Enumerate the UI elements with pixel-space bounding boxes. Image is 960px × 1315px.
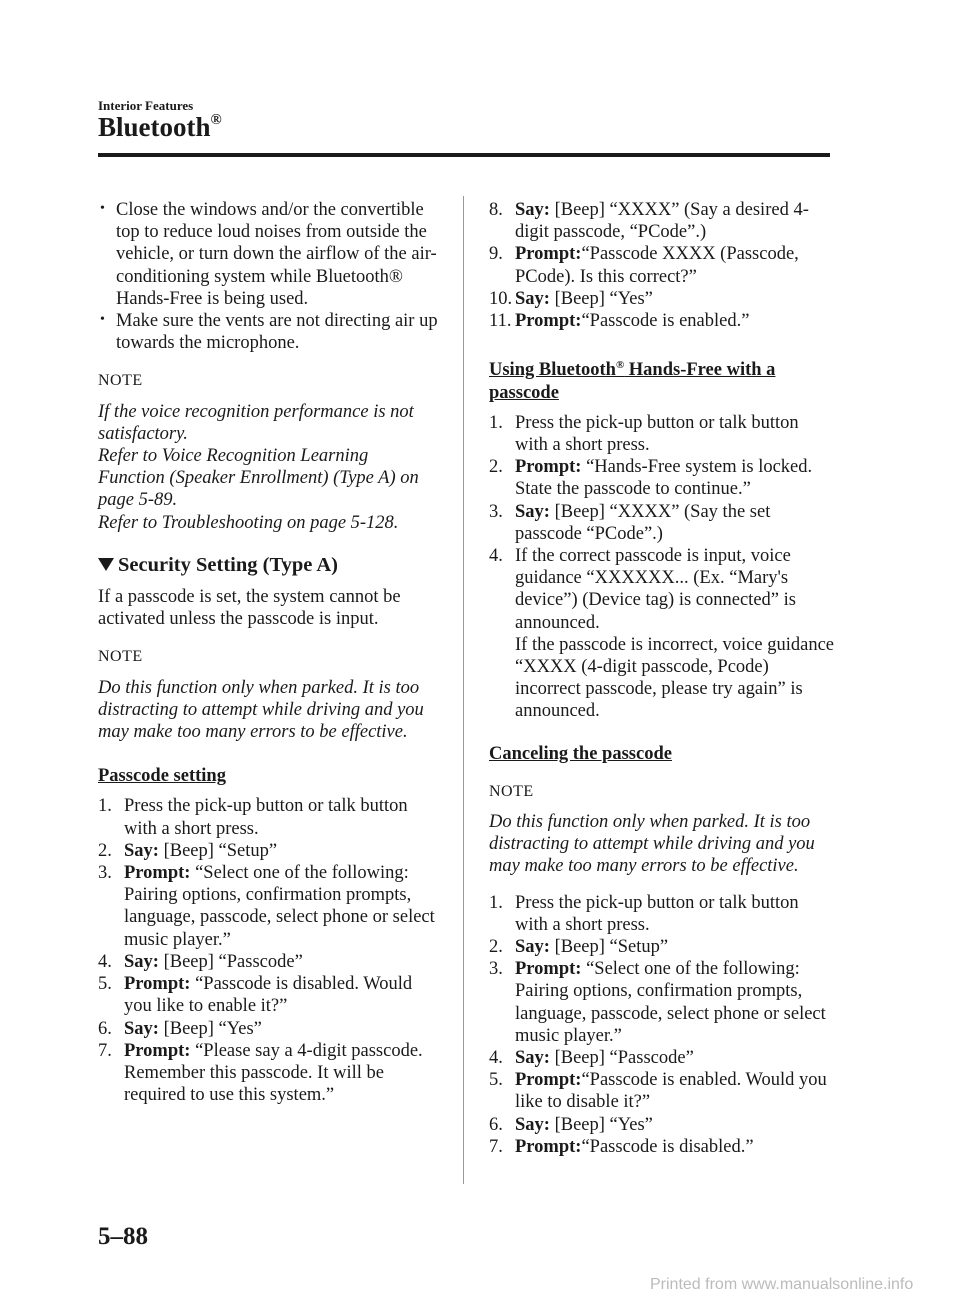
step-text: Say: [Beep] “Yes”	[124, 1018, 262, 1039]
step-item	[489, 892, 834, 936]
step-keyword: Prompt:	[124, 863, 191, 884]
step-item	[98, 1018, 438, 1040]
step-keyword: Say:	[515, 1048, 550, 1069]
step-item	[489, 501, 834, 545]
step-number: 8.	[489, 200, 503, 220]
note-text: Do this function only when parked. It is too distracting to attempt while driving and you may make too many errors to be effective.	[489, 812, 815, 877]
step-text: Prompt:“Passcode is enabled. Would you like to disable it?”	[515, 1070, 827, 1113]
left-column	[98, 199, 438, 1106]
step-keyword: Prompt:	[515, 457, 582, 478]
step-text: Prompt:“Passcode is enabled.”	[515, 311, 750, 332]
note-line: Refer to Voice Recognition Learning Function (Speaker Enrollment) (Type A) on page 5-89.	[98, 446, 419, 511]
step-list	[98, 795, 438, 1106]
step-number: 1.	[489, 892, 503, 913]
step-text: Prompt:“Passcode XXXX (Passcode, PCode). Is this correct?”	[515, 244, 799, 287]
step-keyword: Prompt:	[515, 244, 582, 265]
step-text: Say: [Beep] “Yes”	[515, 288, 653, 309]
step-text: Prompt: “Select one of the following: Pairing options, confirmation prompts, language, passcode, select phone or select music player.”	[515, 959, 826, 1046]
bullet-icon: •	[100, 201, 105, 216]
step-number: 10.	[489, 288, 513, 309]
step-text: Prompt: “Passcode is disabled. Would you like to enable it?”	[124, 974, 413, 1017]
step-number: 6.	[489, 1114, 503, 1135]
step-number: 4.	[489, 546, 503, 566]
step-keyword: Say:	[515, 288, 550, 309]
step-item	[489, 199, 834, 243]
step-number: 7.	[489, 1136, 503, 1157]
step-keyword: Say:	[515, 501, 550, 522]
step-text: Prompt: “Please say a 4-digit passcode. Remember this passcode. It will be required to use this system.”	[124, 1040, 423, 1106]
step-number: 5.	[98, 974, 112, 995]
step-keyword: Prompt:	[515, 1070, 582, 1091]
step-item	[98, 862, 438, 951]
step-keyword: Say:	[515, 1114, 550, 1135]
step-list	[489, 199, 834, 332]
step-text: Say: [Beep] “Setup”	[124, 840, 278, 861]
sub-heading	[489, 354, 834, 404]
step-item	[98, 951, 438, 973]
step-text: Say: [Beep] “Passcode”	[124, 951, 303, 972]
step-item	[489, 545, 834, 723]
step-number: 4.	[489, 1048, 503, 1069]
sub-heading: Passcode setting	[98, 766, 226, 787]
step-keyword: Say:	[124, 1018, 159, 1039]
intro-paragraph: If a passcode is set, the system cannot be activated unless the passcode is input.	[98, 587, 401, 630]
step-number: 1.	[489, 412, 503, 433]
step-item	[489, 310, 834, 332]
step-keyword: Prompt:	[124, 974, 191, 995]
step-item	[489, 1136, 834, 1158]
step-text: Say: [Beep] “XXXX” (Say the set passcode “PCode”.)	[515, 501, 771, 544]
step-text: Say: [Beep] “Passcode”	[515, 1048, 694, 1069]
step-text: Say: [Beep] “Setup”	[515, 937, 669, 958]
step-number: 2.	[489, 937, 503, 958]
step-text: Press the pick-up button or talk button with a short press.	[124, 796, 408, 839]
sub-heading: Canceling the passcode	[489, 743, 672, 764]
step-keyword: Say:	[124, 840, 159, 861]
step-number: 6.	[98, 1018, 112, 1039]
watermark-text: Printed from www.manualsonline.info	[650, 1276, 914, 1293]
step-keyword: Say:	[515, 937, 550, 958]
bullet-item	[98, 199, 438, 310]
step-item	[489, 936, 834, 958]
step-item	[489, 1047, 834, 1069]
page-title-text: Bluetooth	[98, 112, 211, 142]
header-rule	[98, 153, 830, 157]
note-label: NOTE	[98, 372, 143, 390]
page-number: 5–88	[98, 1223, 148, 1250]
registered-mark: ®	[210, 112, 222, 128]
step-number: 3.	[489, 959, 503, 980]
step-item	[98, 1040, 438, 1107]
step-number: 2.	[489, 457, 503, 478]
step-item	[489, 1069, 834, 1113]
section-heading-text: Security Setting (Type A)	[118, 553, 338, 576]
step-text: Prompt: “Hands-Free system is locked. State the passcode to continue.”	[515, 457, 813, 500]
step-text: Prompt: “Select one of the following: Pairing options, confirmation prompts, language, passcode, select phone or select music player.”	[124, 863, 435, 950]
step-keyword: Prompt:	[515, 959, 582, 980]
triangle-down-icon	[98, 558, 114, 571]
step-extra: If the passcode is incorrect, voice guidance “XXXX (4-digit passcode, Pcode) incorrect passcode, please try again” is announced.	[515, 634, 834, 722]
bullet-text: Close the windows and/or the convertible top to reduce loud noises from outside the vehicle, or turn down the airflow of the air-conditioning system while Bluetooth® Hands-Free is being used.	[116, 200, 437, 309]
registered-mark: ®	[615, 359, 625, 372]
note-text	[98, 401, 438, 534]
right-column	[489, 199, 834, 1158]
step-keyword: Say:	[124, 951, 159, 972]
step-text: Say: [Beep] “Yes”	[515, 1114, 653, 1135]
bullet-text: Make sure the vents are not directing air up towards the microphone.	[116, 311, 438, 354]
step-number: 2.	[98, 840, 112, 861]
step-item	[489, 243, 834, 287]
step-text: Press the pick-up button or talk button with a short press.	[515, 412, 799, 455]
note-text: Do this function only when parked. It is too distracting to attempt while driving and you may make too many errors to be effective.	[98, 677, 424, 743]
note-line: If the voice recognition performance is not satisfactory.	[98, 401, 414, 444]
bullet-item	[98, 310, 438, 354]
step-list	[489, 892, 834, 1158]
step-list	[489, 412, 834, 723]
section-heading	[98, 554, 438, 576]
note-label: NOTE	[98, 648, 143, 666]
step-text: Prompt:“Passcode is disabled.”	[515, 1136, 754, 1157]
sub-heading-text: Using Bluetooth	[489, 360, 616, 381]
step-keyword: Prompt:	[515, 1136, 582, 1157]
step-item	[489, 958, 834, 1047]
step-number: 11.	[489, 311, 512, 332]
bullet-icon: •	[100, 312, 105, 328]
column-divider	[463, 196, 464, 1184]
step-number: 9.	[489, 244, 503, 265]
step-text: Press the pick-up button or talk button with a short press.	[515, 892, 799, 935]
step-item	[98, 840, 438, 862]
section-label: Interior Features	[98, 98, 194, 113]
step-number: 1.	[98, 796, 112, 817]
step-keyword: Say:	[515, 200, 550, 220]
step-item	[489, 456, 834, 500]
step-item	[98, 795, 438, 839]
bullet-list	[98, 199, 438, 354]
step-number: 7.	[98, 1040, 112, 1061]
note-line: Refer to Troubleshooting on page 5-128.	[98, 512, 399, 533]
step-number: 3.	[98, 863, 112, 884]
step-item	[489, 288, 834, 310]
sub-heading-text-rest: Hands-Free with a passcode	[489, 360, 776, 403]
step-number: 4.	[98, 951, 112, 972]
step-text: Say: [Beep] “XXXX” (Say a desired 4-digit passcode, “PCode”.)	[515, 200, 809, 243]
step-item	[489, 1114, 834, 1136]
step-item	[489, 412, 834, 456]
note-label: NOTE	[489, 782, 534, 800]
step-number: 3.	[489, 501, 503, 522]
step-number: 5.	[489, 1070, 503, 1091]
step-keyword: Prompt:	[124, 1040, 191, 1061]
page-title	[98, 112, 222, 143]
step-text: If the correct passcode is input, voice guidance “XXXXXX... (Ex. “Mary's device”) (Device tag) is connected” is announced. If the passcode is incorrect, voice guidance “XXXX (4-digit passcode, Pcode) incorrect passcode, please try again” is announced.	[515, 546, 834, 722]
step-item	[98, 973, 438, 1017]
step-keyword: Prompt:	[515, 311, 582, 332]
